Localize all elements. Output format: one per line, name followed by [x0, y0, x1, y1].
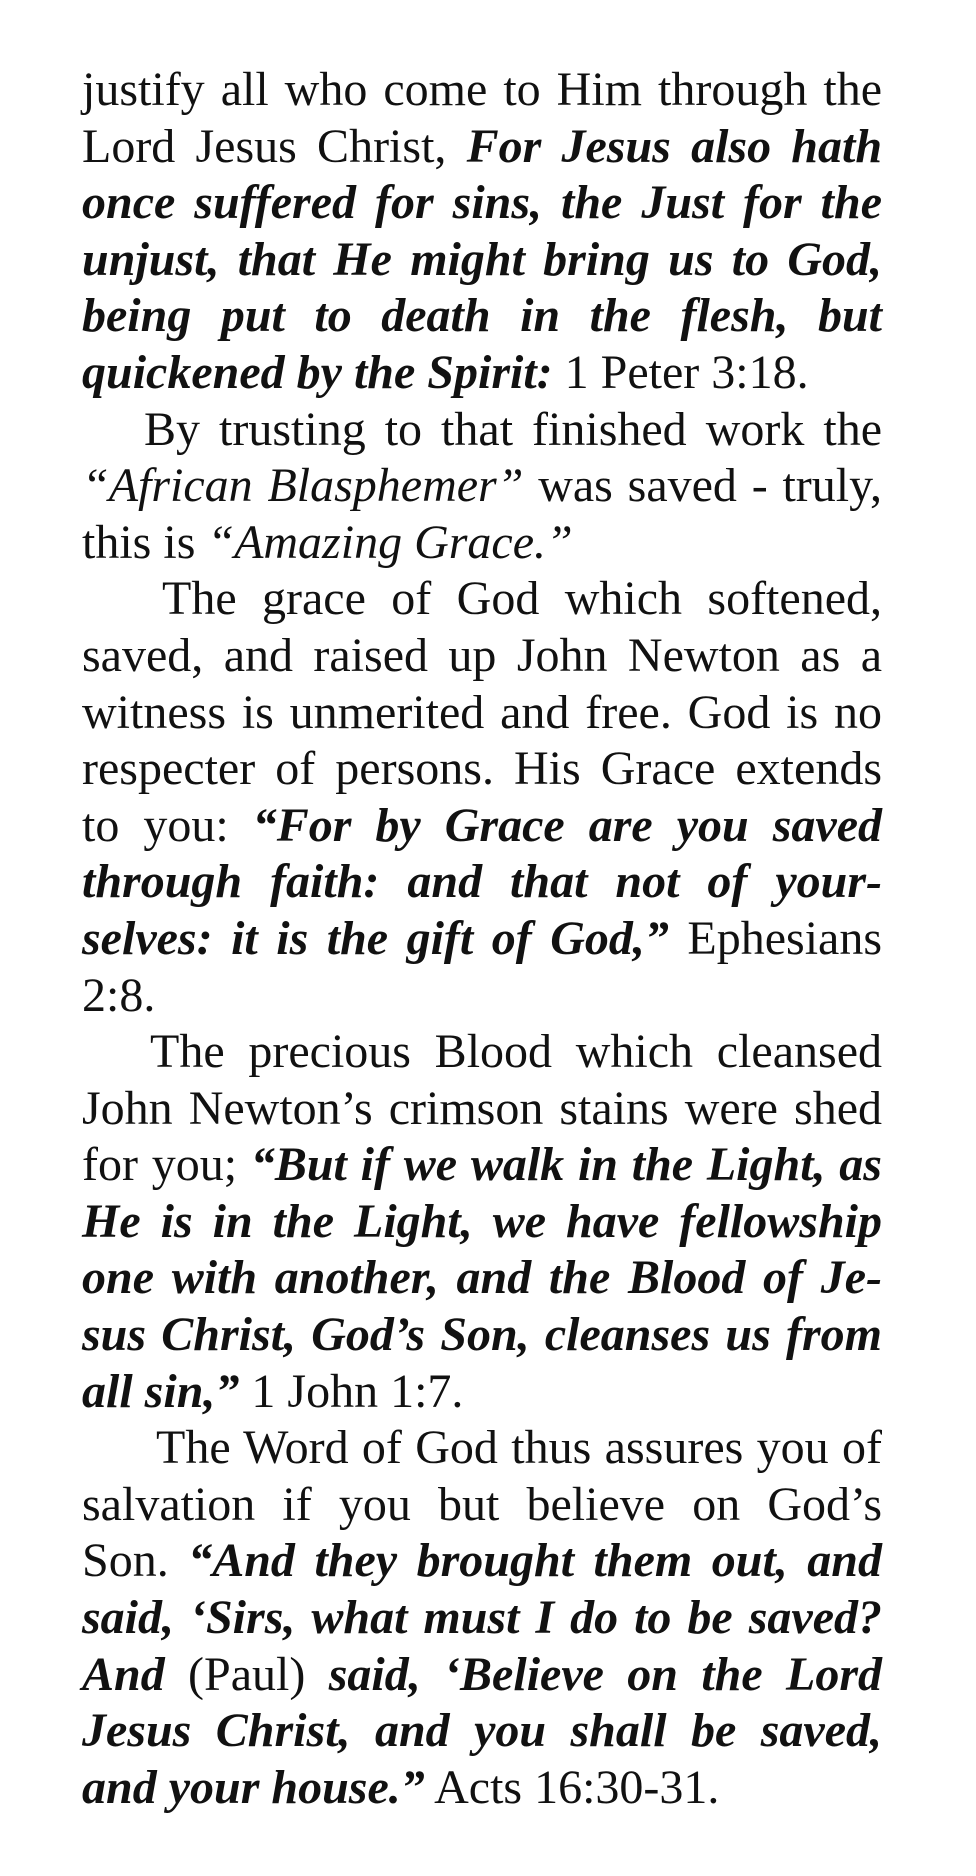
paragraph-5	[82, 1420, 882, 1816]
quote-african-blasphemer: “African Blasphemer”	[82, 459, 524, 513]
paragraph-1-text: justify all who come to Him through the Lord Jesus Christ,	[82, 63, 882, 173]
paragraph-4	[82, 1024, 882, 1420]
scripture-quote-acts-b: said, ‘Believe on the Lord Jesus Christ, and you shall be saved, and your house.”	[82, 1647, 882, 1814]
scripture-reference-acts: Acts 16:30-31.	[424, 1760, 720, 1814]
paragraph-1	[82, 62, 882, 402]
paragraph-3-text: The grace of God which softened, saved, and raised up John Newton as a witness is unmerited and free. God is no respecter of persons. His Grace extends to you:	[82, 572, 882, 852]
paragraph-2	[82, 402, 882, 572]
scripture-quote-acts-a: “And they brought them out, and said, ‘Sirs, what must I do to be saved? And	[82, 1534, 882, 1701]
paragraph-3	[82, 571, 882, 1024]
paragraph-5-aside-paul: (Paul)	[164, 1647, 329, 1701]
paragraph-5-text: The Word of God thus assures you of salvation if you but believe on God’s Son.	[82, 1421, 882, 1588]
document-page	[82, 62, 882, 1816]
paragraph-2-text-b: was saved - truly, this is	[82, 459, 882, 569]
scripture-quote-1-peter: For Jesus also hath once suffered for sins, the Just for the unjust, that He might bring us to God, being put to death in the flesh, but quickened by the Spirit:	[82, 119, 883, 399]
paragraph-2-text-a: By trusting to that finished work the	[144, 402, 882, 456]
scripture-quote-1-john: “But if we walk in the Light, as He is in the Light, we have fellowship one with another, and the Blood of Jesus Christ, God’s Son, cleanses us from all sin,”	[82, 1138, 882, 1418]
scripture-reference-1-john: 1 John 1:7.	[239, 1364, 464, 1418]
scripture-reference-ephesians: Ephesians 2:8.	[82, 911, 883, 1022]
scripture-quote-ephesians: “For by Grace are you saved through faith: and that not of yourselves: it is the gift of God,”	[82, 798, 882, 965]
paragraph-4-text: The precious Blood which cleansed John Newton’s crimson stains were shed for you;	[82, 1025, 882, 1192]
quote-amazing-grace: “Amazing Grace.”	[207, 515, 573, 569]
scripture-reference-1-peter: 1 Peter 3:18.	[552, 345, 809, 399]
